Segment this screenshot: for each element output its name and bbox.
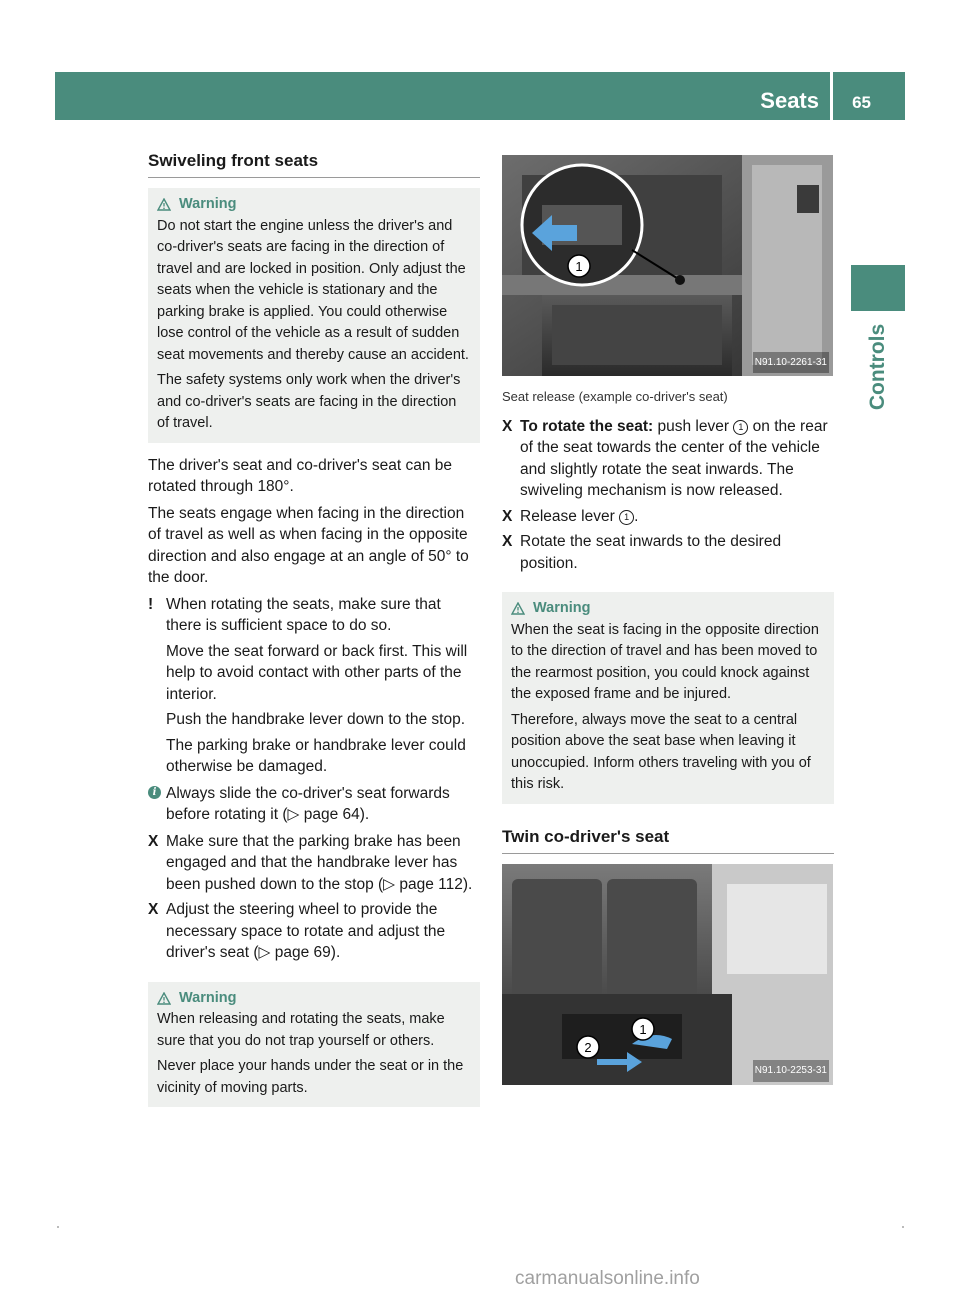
instruction-step bbox=[502, 531, 834, 574]
warning-title-text: Warning bbox=[533, 600, 591, 616]
twin-seat-illustration bbox=[502, 864, 833, 1085]
footer-dot bbox=[57, 1226, 59, 1228]
warning-text: Therefore, always move the seat to a central position above the seat base when leaving it unoccupied. Inform others traveling with you of this risk. bbox=[511, 711, 811, 792]
footer-dot bbox=[902, 1226, 904, 1228]
step-marker-icon: X bbox=[502, 533, 513, 550]
warning-title-text: Warning bbox=[179, 989, 237, 1006]
photo-code: N91.10-2261-31 bbox=[753, 352, 829, 374]
warning-text: Do not start the engine unless the driver's and co-driver's seats are facing in the direction of travel and are locked in position. Only adjust the seats when the vehicle is stationary and the parking brake is applied. You could otherwise lose control of the vehicle as a result of sudden seat movements and thereby cause an accident. bbox=[157, 217, 469, 363]
warning-triangle-icon bbox=[157, 198, 171, 211]
left-column bbox=[148, 150, 480, 1107]
step-text: Adjust the steering wheel to provide the necessary space to rotate and adjust the driver's seat (▷ page 69). bbox=[166, 901, 446, 961]
note-text: When rotating the seats, make sure that there is sufficient space to do so. bbox=[166, 595, 441, 634]
step-text bbox=[520, 416, 834, 502]
warning-title bbox=[511, 598, 826, 620]
callout-marker-1: 1 bbox=[619, 510, 634, 525]
warning-box bbox=[148, 982, 480, 1108]
step-bold-text: To rotate the seat: bbox=[520, 417, 654, 435]
section-heading: Swiveling front seats bbox=[148, 150, 480, 178]
note-text: Move the seat forward or back first. This will help to avoid contact with other parts of the interior. bbox=[166, 642, 468, 703]
instruction-step bbox=[502, 416, 834, 502]
caution-mark: ! bbox=[148, 595, 154, 613]
seat-release-photo bbox=[502, 155, 833, 376]
instruction-step bbox=[502, 506, 834, 528]
step-text bbox=[520, 506, 834, 528]
step-marker-icon: X bbox=[502, 417, 513, 435]
warning-text: When releasing and rotating the seats, make sure that you do not trap yourself or others. bbox=[157, 1011, 445, 1049]
photo-callout-1: 1 bbox=[575, 259, 583, 274]
page-number: 65 bbox=[852, 93, 871, 112]
warning-text: When the seat is facing in the opposite direction to the direction of travel and has been moved to the rearmost position, you could knock against the exposed frame and be injured. bbox=[511, 621, 819, 702]
warning-title bbox=[157, 194, 472, 216]
seat-release-illustration bbox=[502, 155, 833, 376]
twin-seat-photo bbox=[502, 864, 833, 1085]
right-column bbox=[502, 155, 834, 1085]
info-icon: i bbox=[148, 786, 161, 799]
instruction-step bbox=[148, 899, 480, 964]
side-tab-label: Controls bbox=[866, 323, 889, 411]
body-paragraph: The driver's seat and co-driver's seat can be rotated through 180°. bbox=[148, 456, 453, 495]
step-text-part: . bbox=[634, 507, 639, 525]
step-text-part: Release lever bbox=[520, 507, 615, 525]
side-tab-marker bbox=[851, 265, 905, 311]
warning-text: Never place your hands under the seat or in the vicinity of moving parts. bbox=[157, 1058, 464, 1096]
side-tab bbox=[851, 312, 905, 422]
step-text-part: on the rear of the seat towards the center of the vehicle and slightly rotate the seat inwards. The swiveling mechanism is now released. bbox=[520, 417, 828, 499]
watermark: carmanualsonline.info bbox=[515, 1268, 700, 1289]
note-text: The parking brake or handbrake lever could otherwise be damaged. bbox=[166, 736, 466, 775]
step-text: Make sure that the parking brake has been engaged and that the handbrake lever has been pushed down to the stop (▷ page 112). bbox=[166, 832, 473, 893]
warning-title bbox=[157, 988, 472, 1010]
photo-code: N91.10-2253-31 bbox=[753, 1060, 829, 1082]
callout-marker-1: 1 bbox=[733, 420, 748, 435]
info-text: Always slide the co-driver's seat forwards before rotating it (▷ page 64). bbox=[166, 784, 450, 823]
photo-callout-2: 2 bbox=[584, 1039, 592, 1055]
step-text-part: push lever bbox=[657, 417, 730, 435]
step-marker-icon: X bbox=[502, 507, 513, 525]
warning-text: The safety systems only work when the driver's and co-driver's seats are facing in the direction of travel. bbox=[157, 372, 461, 431]
body-paragraph: The seats engage when facing in the direction of travel as well as when facing in the opposite direction and also engage at an angle of 50° to the door. bbox=[148, 504, 469, 586]
section-heading: Twin co-driver's seat bbox=[502, 826, 834, 854]
photo-callout-1: 1 bbox=[639, 1021, 647, 1037]
caution-note bbox=[148, 594, 480, 778]
info-note bbox=[148, 783, 480, 826]
step-marker-icon: X bbox=[148, 832, 159, 850]
warning-triangle-icon bbox=[511, 602, 525, 615]
step-text: Rotate the seat inwards to the desired position. bbox=[520, 533, 782, 572]
note-text: Push the handbrake lever down to the stop. bbox=[166, 711, 466, 728]
warning-box bbox=[148, 188, 480, 443]
step-marker-icon: X bbox=[148, 901, 159, 918]
header-divider bbox=[830, 72, 833, 120]
warning-box bbox=[502, 592, 834, 804]
warning-triangle-icon bbox=[157, 992, 171, 1005]
section-title: Seats bbox=[760, 88, 819, 113]
instruction-step bbox=[148, 831, 480, 896]
warning-title-text: Warning bbox=[179, 196, 237, 212]
header-bar bbox=[55, 72, 905, 120]
photo-caption: Seat release (example co-driver's seat) bbox=[502, 389, 728, 404]
